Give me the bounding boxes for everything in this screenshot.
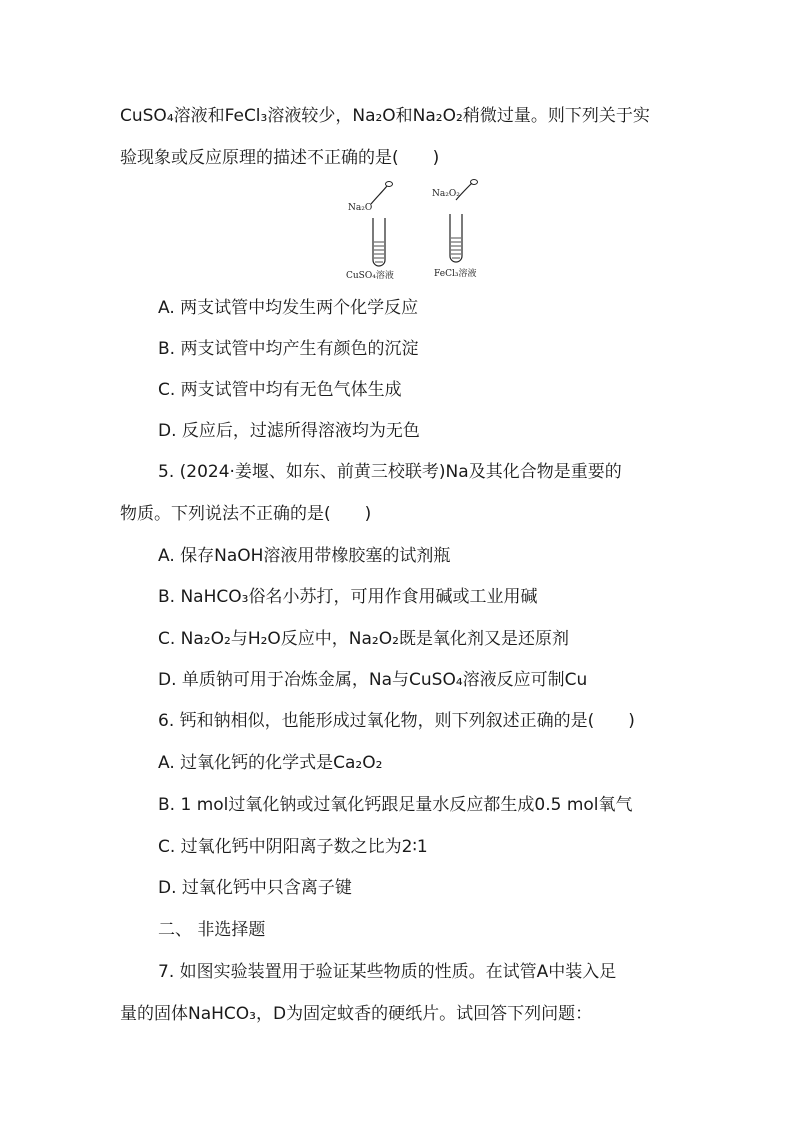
q6-option-b: B. 1 mol过氧化钠或过氧化钙跟足量水反应都生成0.5 mol氧气	[158, 795, 633, 815]
right-solution-label: FeCl₃溶液	[434, 269, 477, 279]
q6-option-d: D. 过氧化钙中只含离子键	[158, 878, 352, 898]
q6-stem: 6. 钙和钠相似，也能形成过氧化物，则下列叙述正确的是( )	[158, 711, 635, 731]
q7-stem-line-1: 7. 如图实验装置用于验证某些物质的性质。在试管A中装入足	[158, 962, 617, 982]
right-test-tube-icon	[450, 214, 462, 262]
q6-option-c: C. 过氧化钙中阴阳离子数之比为2∶1	[158, 837, 428, 857]
q4-option-c: C. 两支试管中均有无色气体生成	[158, 380, 402, 400]
left-solution-label: CuSO₄溶液	[346, 271, 394, 281]
test-tube-figure	[340, 178, 500, 283]
left-spoon-bowl	[386, 182, 393, 187]
left-test-tube-icon	[373, 218, 385, 266]
q5-stem-line-1: 5. (2024·姜堰、如东、前黄三校联考)Na及其化合物是重要的	[158, 462, 622, 482]
q5-option-b: B. NaHCO₃俗名小苏打，可用作食用碱或工业用碱	[158, 587, 538, 607]
left-spoon-icon	[371, 186, 387, 204]
right-reagent-label: Na₂O₂	[432, 189, 460, 199]
left-reagent-label: Na₂O	[348, 203, 373, 213]
q5-option-a: A. 保存NaOH溶液用带橡胶塞的试剂瓶	[158, 546, 451, 566]
section-heading: 二、 非选择题	[158, 920, 266, 940]
q5-stem-line-2: 物质。下列说法不正确的是( )	[120, 504, 372, 524]
line-1: CuSO₄溶液和FeCl₃溶液较少，Na₂O和Na₂O₂稍微过量。则下列关于实	[120, 106, 650, 126]
line-2: 验现象或反应原理的描述不正确的是( )	[120, 148, 440, 168]
q4-option-a: A. 两支试管中均发生两个化学反应	[158, 298, 419, 318]
q4-option-b: B. 两支试管中均产生有颜色的沉淀	[158, 339, 419, 359]
q7-stem-line-2: 量的固体NaHCO₃，D为固定蚊香的硬纸片。试回答下列问题：	[120, 1004, 593, 1024]
q5-option-c: C. Na₂O₂与H₂O反应中，Na₂O₂既是氧化剂又是还原剂	[158, 629, 569, 649]
q5-option-d: D. 单质钠可用于冶炼金属，Na与CuSO₄溶液反应可制Cu	[158, 670, 588, 690]
right-spoon-bowl	[471, 180, 478, 185]
q4-option-d: D. 反应后，过滤所得溶液均为无色	[158, 421, 420, 441]
q6-option-a: A. 过氧化钙的化学式是Ca₂O₂	[158, 753, 383, 773]
